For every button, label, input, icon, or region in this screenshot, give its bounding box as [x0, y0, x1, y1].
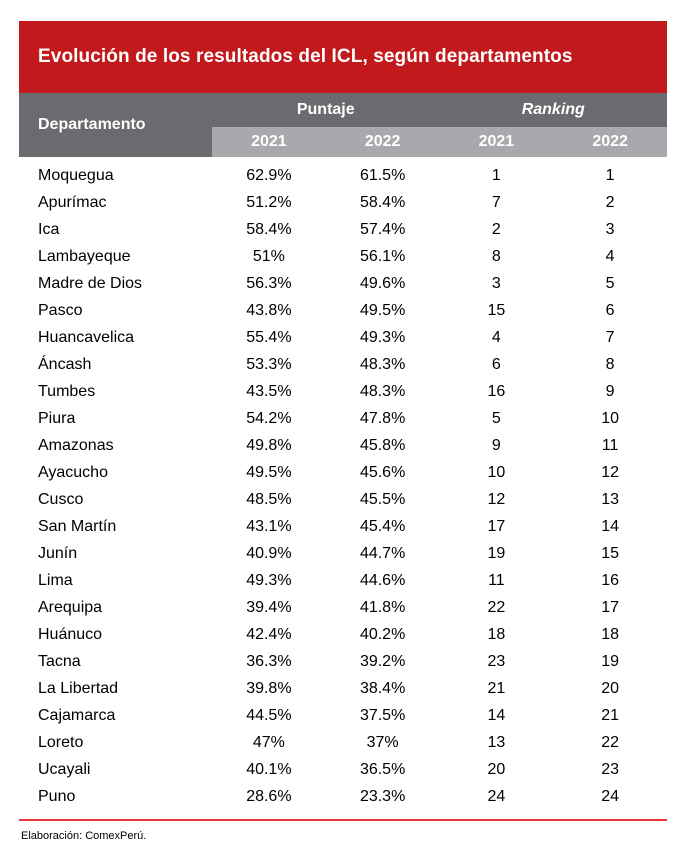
cell-ranking-2022: 18	[601, 625, 620, 643]
cell-ranking-2022: 15	[601, 544, 620, 562]
cell-ranking-2022: 1	[605, 166, 615, 184]
table-title: Evolución de los resultados del ICL, según departamentos	[38, 46, 573, 67]
table-row	[19, 324, 667, 351]
cell-puntaje-2022: 61.5%	[359, 166, 406, 184]
cell-puntaje-2021: 51%	[252, 247, 285, 265]
cell-ranking-2022: 5	[605, 274, 615, 292]
cell-ranking-2021: 1	[491, 166, 501, 184]
cell-ranking-2022: 11	[601, 436, 619, 454]
cell-puntaje-2021: 42.4%	[246, 625, 292, 643]
table-row	[19, 594, 667, 621]
cell-department: Lima	[38, 571, 73, 589]
cell-department: Arequipa	[38, 598, 103, 616]
cell-puntaje-2022: 47.8%	[359, 409, 406, 427]
cell-puntaje-2022: 23.3%	[359, 787, 406, 805]
cell-puntaje-2021: 39.4%	[246, 598, 292, 616]
table-row	[19, 621, 667, 648]
cell-ranking-2021: 21	[487, 679, 506, 697]
cell-department: Puno	[38, 787, 76, 805]
cell-ranking-2022: 19	[601, 652, 620, 670]
cell-ranking-2021: 23	[487, 652, 506, 670]
cell-ranking-2022: 13	[601, 490, 620, 508]
table-row	[19, 405, 667, 432]
cell-department: Ica	[38, 220, 60, 238]
cell-ranking-2021: 12	[487, 490, 506, 508]
table-row	[19, 729, 667, 756]
cell-ranking-2021: 20	[487, 760, 506, 778]
cell-puntaje-2022: 45.8%	[359, 436, 406, 454]
cell-ranking-2022: 2	[605, 193, 615, 211]
cell-puntaje-2021: 28.6%	[246, 787, 292, 805]
cell-puntaje-2021: 43.8%	[246, 301, 292, 319]
cell-department: Pasco	[38, 301, 83, 319]
cell-puntaje-2022: 58.4%	[359, 193, 406, 211]
cell-department: Amazonas	[38, 436, 114, 454]
cell-puntaje-2021: 40.1%	[246, 760, 292, 778]
table-header	[19, 93, 667, 157]
cell-ranking-2022: 9	[605, 382, 615, 400]
cell-puntaje-2021: 56.3%	[246, 274, 292, 292]
table-row	[19, 702, 667, 729]
column-header-ranking-2021: 2021	[478, 133, 515, 150]
cell-ranking-2021: 22	[487, 598, 506, 616]
cell-puntaje-2021: 47%	[252, 733, 285, 751]
cell-department: San Martín	[38, 517, 117, 535]
cell-puntaje-2022: 36.5%	[359, 760, 406, 778]
cell-ranking-2021: 10	[487, 463, 506, 481]
cell-puntaje-2022: 39.2%	[359, 652, 406, 670]
cell-department: La Libertad	[38, 679, 119, 697]
cell-puntaje-2021: 53.3%	[246, 355, 292, 373]
cell-ranking-2022: 12	[601, 463, 620, 481]
cell-department: Apurímac	[38, 193, 107, 211]
cell-ranking-2022: 7	[605, 328, 615, 346]
year-header-row	[212, 127, 667, 157]
column-group-row	[212, 93, 667, 127]
cell-puntaje-2021: 49.3%	[246, 571, 292, 589]
table-row	[19, 270, 667, 297]
cell-ranking-2022: 6	[605, 301, 615, 319]
cell-puntaje-2021: 51.2%	[246, 193, 292, 211]
cell-puntaje-2021: 49.5%	[246, 463, 292, 481]
table-row	[19, 513, 667, 540]
cell-puntaje-2022: 40.2%	[359, 625, 406, 643]
table-row	[19, 378, 667, 405]
cell-puntaje-2021: 54.2%	[246, 409, 292, 427]
cell-ranking-2022: 16	[601, 571, 620, 589]
cell-ranking-2021: 24	[487, 787, 506, 805]
table-title-band	[19, 21, 667, 93]
icl-results-table	[19, 21, 667, 842]
cell-ranking-2021: 5	[491, 409, 501, 427]
cell-ranking-2022: 14	[601, 517, 620, 535]
cell-ranking-2022: 10	[601, 409, 620, 427]
cell-department: Lambayeque	[38, 247, 131, 265]
cell-ranking-2021: 19	[487, 544, 506, 562]
table-body	[19, 157, 667, 810]
cell-puntaje-2022: 44.6%	[359, 571, 406, 589]
cell-puntaje-2021: 48.5%	[246, 490, 292, 508]
cell-puntaje-2022: 41.8%	[359, 598, 406, 616]
cell-department: Áncash	[38, 355, 92, 373]
cell-puntaje-2021: 40.9%	[246, 544, 292, 562]
cell-ranking-2021: 7	[491, 193, 501, 211]
cell-ranking-2021: 8	[491, 247, 501, 265]
cell-puntaje-2022: 57.4%	[359, 220, 406, 238]
cell-puntaje-2022: 37.5%	[359, 706, 406, 724]
column-header-puntaje-2022: 2022	[364, 133, 401, 150]
cell-puntaje-2021: 43.1%	[246, 517, 292, 535]
cell-puntaje-2022: 56.1%	[359, 247, 406, 265]
cell-puntaje-2021: 36.3%	[246, 652, 292, 670]
source-note: Elaboración: ComexPerú.	[21, 830, 147, 842]
cell-ranking-2022: 17	[601, 598, 620, 616]
cell-puntaje-2022: 45.4%	[359, 517, 406, 535]
cell-ranking-2021: 14	[487, 706, 506, 724]
table-row	[19, 243, 667, 270]
column-header-ranking-2022: 2022	[592, 133, 628, 150]
cell-department: Piura	[38, 409, 76, 427]
cell-puntaje-2021: 43.5%	[246, 382, 292, 400]
cell-ranking-2022: 3	[605, 220, 615, 238]
table-header-right	[212, 93, 667, 157]
table-row	[19, 540, 667, 567]
cell-department: Junín	[38, 544, 78, 562]
cell-puntaje-2022: 48.3%	[359, 382, 406, 400]
cell-ranking-2021: 11	[488, 571, 505, 589]
column-header-departamento: Departamento	[38, 116, 146, 133]
cell-ranking-2022: 24	[601, 787, 620, 805]
cell-puntaje-2022: 45.5%	[359, 490, 406, 508]
cell-puntaje-2022: 49.6%	[359, 274, 406, 292]
cell-ranking-2021: 17	[487, 517, 506, 535]
table-row	[19, 459, 667, 486]
cell-puntaje-2022: 44.7%	[359, 544, 406, 562]
cell-ranking-2022: 23	[601, 760, 620, 778]
cell-department: Tumbes	[38, 382, 96, 400]
cell-ranking-2021: 2	[491, 220, 501, 238]
cell-ranking-2022: 4	[605, 247, 615, 265]
cell-ranking-2022: 20	[601, 679, 620, 697]
cell-ranking-2022: 22	[601, 733, 620, 751]
cell-puntaje-2022: 38.4%	[359, 679, 406, 697]
cell-ranking-2022: 21	[601, 706, 620, 724]
table-row	[19, 567, 667, 594]
cell-department: Tacna	[38, 652, 81, 670]
cell-puntaje-2021: 62.9%	[246, 166, 292, 184]
cell-department: Cajamarca	[38, 706, 116, 724]
column-header-puntaje-2021: 2021	[251, 133, 287, 150]
table-row	[19, 216, 667, 243]
cell-puntaje-2022: 49.3%	[359, 328, 406, 346]
table-row	[19, 675, 667, 702]
cell-ranking-2021: 3	[491, 274, 501, 292]
cell-ranking-2021: 16	[487, 382, 506, 400]
cell-ranking-2021: 6	[491, 355, 501, 373]
cell-department: Cusco	[38, 490, 84, 508]
table-row	[19, 351, 667, 378]
red-divider	[19, 819, 667, 821]
table-row	[19, 189, 667, 216]
cell-puntaje-2021: 55.4%	[246, 328, 292, 346]
cell-department: Huancavelica	[38, 328, 135, 346]
cell-puntaje-2022: 45.6%	[359, 463, 406, 481]
cell-ranking-2022: 8	[605, 355, 615, 373]
cell-puntaje-2022: 48.3%	[359, 355, 406, 373]
cell-puntaje-2022: 49.5%	[359, 301, 406, 319]
cell-ranking-2021: 18	[487, 625, 506, 643]
cell-department: Moquegua	[38, 166, 114, 184]
cell-ranking-2021: 13	[487, 733, 506, 751]
cell-department: Ucayali	[38, 760, 91, 778]
column-group-ranking: Ranking	[521, 101, 585, 118]
cell-puntaje-2021: 58.4%	[246, 220, 292, 238]
cell-ranking-2021: 4	[491, 328, 501, 346]
cell-puntaje-2021: 39.8%	[246, 679, 292, 697]
cell-department: Madre de Dios	[38, 274, 143, 292]
cell-puntaje-2021: 49.8%	[246, 436, 292, 454]
cell-department: Huánuco	[38, 625, 103, 643]
table-row	[19, 648, 667, 675]
table-row	[19, 756, 667, 783]
cell-ranking-2021: 15	[487, 301, 506, 319]
cell-puntaje-2021: 44.5%	[246, 706, 292, 724]
table-row	[19, 162, 667, 189]
table-row	[19, 783, 667, 810]
table-row	[19, 486, 667, 513]
table-row	[19, 297, 667, 324]
table-row	[19, 432, 667, 459]
cell-puntaje-2022: 37%	[366, 733, 399, 751]
cell-department: Loreto	[38, 733, 84, 751]
column-group-puntaje: Puntaje	[296, 101, 355, 118]
cell-ranking-2021: 9	[491, 436, 501, 454]
cell-department: Ayacucho	[38, 463, 108, 481]
